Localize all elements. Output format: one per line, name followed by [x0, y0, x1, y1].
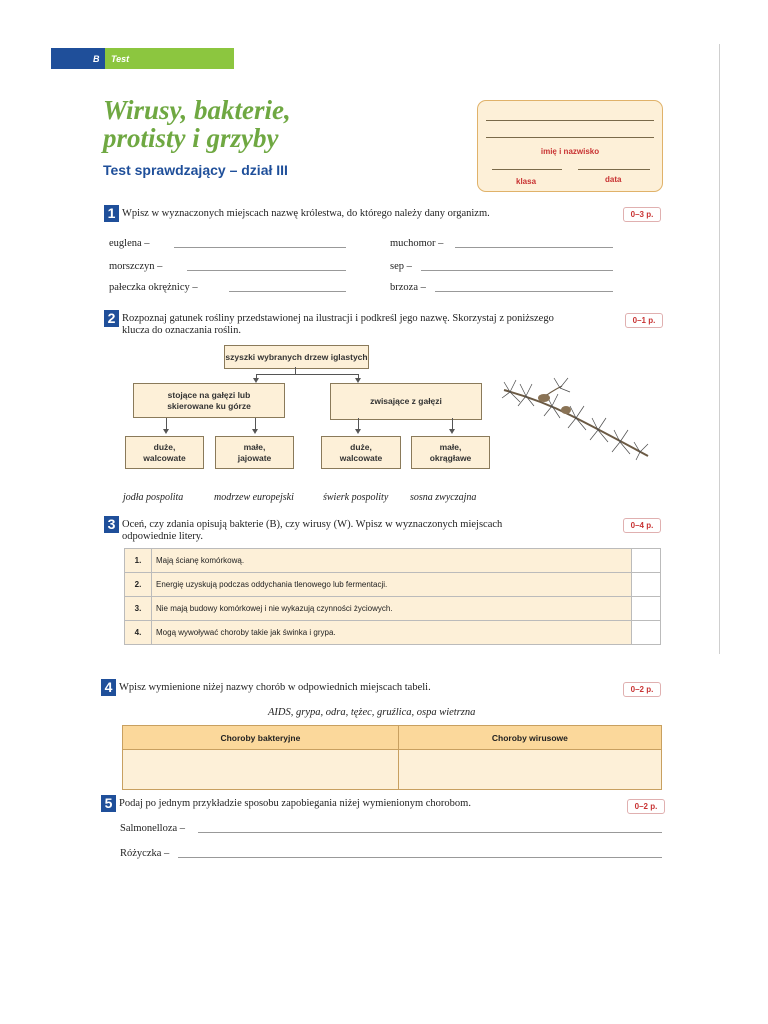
key-root-branch [256, 374, 358, 375]
q4-table [122, 725, 662, 790]
table-row [125, 573, 661, 597]
question-5-number: 5 [101, 795, 116, 812]
name-label: imię i nazwisko [540, 147, 600, 156]
q1-answer-muchomor[interactable] [455, 247, 613, 248]
q3-row-4-answer[interactable] [632, 621, 661, 645]
page-edge-line [719, 44, 720, 654]
table-row [125, 597, 661, 621]
q5-label-salmonelloza: Salmonelloza – [120, 823, 186, 834]
key-standing-arrow-left [163, 429, 169, 434]
q1-answer-euglena[interactable] [174, 247, 346, 248]
key-leaf-4: małe, okrągławe [411, 436, 490, 469]
q4-col-bacterial: Choroby bakteryjne [123, 726, 399, 750]
name-line-1[interactable] [486, 120, 654, 121]
question-2-number: 2 [104, 310, 119, 327]
class-line[interactable] [492, 169, 562, 170]
q3-table [124, 548, 661, 645]
table-row [123, 726, 662, 750]
q3-row-1-answer[interactable] [632, 549, 661, 573]
date-line[interactable] [578, 169, 650, 170]
q5-answer-rozyczka[interactable] [178, 857, 662, 858]
key-hanging-arrow-right [449, 429, 455, 434]
question-1-text: Wpisz w wyznaczonych miejscach nazwę królestwa, do którego należy dany organizm. [122, 208, 490, 219]
species-jodla[interactable]: jodła pospolita [123, 492, 184, 503]
date-label: data [605, 175, 622, 184]
q1-answer-morszczyn[interactable] [187, 270, 346, 271]
question-2-text-line2: klucza do oznaczania roślin. [122, 325, 241, 336]
q5-label-rozyczka: Różyczka – [120, 848, 170, 859]
q3-row-1-text: Mają ścianę komórkową. [152, 549, 632, 573]
question-3-text-line2: odpowiednie litery. [122, 531, 203, 542]
section-letter: B [93, 54, 100, 64]
question-5-text: Podaj po jednym przykładzie sposobu zapobiegania niżej wymienionym chorobom. [119, 798, 471, 809]
q1-label-muchomor: muchomor – [390, 238, 444, 249]
question-3-text-line1: Oceń, czy zdania opisują bakterie (B), czy wirusy (W). Wpisz w wyznaczonych miejscach [122, 519, 503, 530]
species-modrzew[interactable]: modrzew europejski [214, 492, 294, 503]
key-standing-box: stojące na gałęzi lub skierowane ku górze [133, 383, 285, 418]
question-1-points: 0–3 p. [623, 207, 661, 222]
key-leaf-2: małe, jajowate [215, 436, 294, 469]
q4-disease-list: AIDS, grypa, odra, tężec, gruźlica, ospa wietrzna [268, 707, 476, 718]
table-row [125, 549, 661, 573]
q1-answer-brzoza[interactable] [435, 291, 613, 292]
key-standing-line-left [166, 418, 167, 429]
q1-label-brzoza: brzoza – [390, 282, 426, 293]
table-row [125, 621, 661, 645]
section-label: Test [111, 54, 130, 64]
key-standing-line-right [255, 418, 256, 429]
question-5-points: 0–2 p. [627, 799, 665, 814]
key-root-box: szyszki wybranych drzew iglastych [224, 345, 369, 369]
q1-answer-paleczka[interactable] [229, 291, 346, 292]
key-hanging-box: zwisające z gałęzi [330, 383, 482, 420]
q3-row-1-num: 1. [125, 549, 152, 573]
question-3-points: 0–4 p. [623, 518, 661, 533]
q3-row-4-num: 4. [125, 621, 152, 645]
question-2-points: 0–1 p. [625, 313, 663, 328]
q1-label-morszczyn: morszczyn – [109, 261, 163, 272]
page-title-line2: protisty i grzyby [103, 123, 279, 153]
q3-row-3-text: Nie mają budowy komórkowej i nie wykazują czynności życiowych. [152, 597, 632, 621]
q4-col-viral: Choroby wirusowe [398, 726, 661, 750]
q3-row-4-text: Mogą wywoływać choroby takie jak świnka i grypa. [152, 621, 632, 645]
species-swierk[interactable]: świerk pospolity [323, 492, 389, 503]
question-3-number: 3 [104, 516, 119, 533]
page-subtitle: Test sprawdzający – dział III [103, 162, 288, 178]
name-box [477, 100, 663, 192]
q1-label-paleczka: pałeczka okrężnicy – [109, 282, 198, 293]
name-line-2[interactable] [486, 137, 654, 138]
question-4-text: Wpisz wymienione niżej nazwy chorób w odpowiednich miejscach tabeli. [119, 682, 431, 693]
q4-bacterial-cell[interactable] [123, 750, 399, 790]
q5-answer-salmonelloza[interactable] [198, 832, 662, 833]
question-1-number: 1 [104, 205, 119, 222]
q3-row-2-text: Energię uzyskują podczas oddychania tlenowego lub fermentacji. [152, 573, 632, 597]
key-leaf-3: duże, walcowate [321, 436, 401, 469]
q4-viral-cell[interactable] [398, 750, 661, 790]
species-sosna[interactable]: sosna zwyczajna [410, 492, 477, 503]
question-4-points: 0–2 p. [623, 682, 661, 697]
q3-row-2-num: 2. [125, 573, 152, 597]
key-hanging-line-left [358, 418, 359, 429]
q1-label-sep: sep – [390, 261, 412, 272]
key-standing-arrow-right [252, 429, 258, 434]
q1-answer-sep[interactable] [421, 270, 613, 271]
page-title-line1: Wirusy, bakterie, [103, 95, 291, 125]
q3-row-2-answer[interactable] [632, 573, 661, 597]
class-label: klasa [516, 177, 537, 186]
q3-row-3-answer[interactable] [632, 597, 661, 621]
table-row [123, 750, 662, 790]
key-leaf-1: duże, walcowate [125, 436, 204, 469]
q3-row-3-num: 3. [125, 597, 152, 621]
question-2-text-line1: Rozpoznaj gatunek rośliny przedstawionej na ilustracji i podkreśl jego nazwę. Skorzystaj z poniższego [122, 313, 554, 324]
q1-label-euglena: euglena – [109, 238, 150, 249]
key-hanging-arrow-left [355, 429, 361, 434]
larch-branch-illustration [500, 370, 652, 462]
question-4-number: 4 [101, 679, 116, 696]
key-hanging-line-right [452, 418, 453, 429]
